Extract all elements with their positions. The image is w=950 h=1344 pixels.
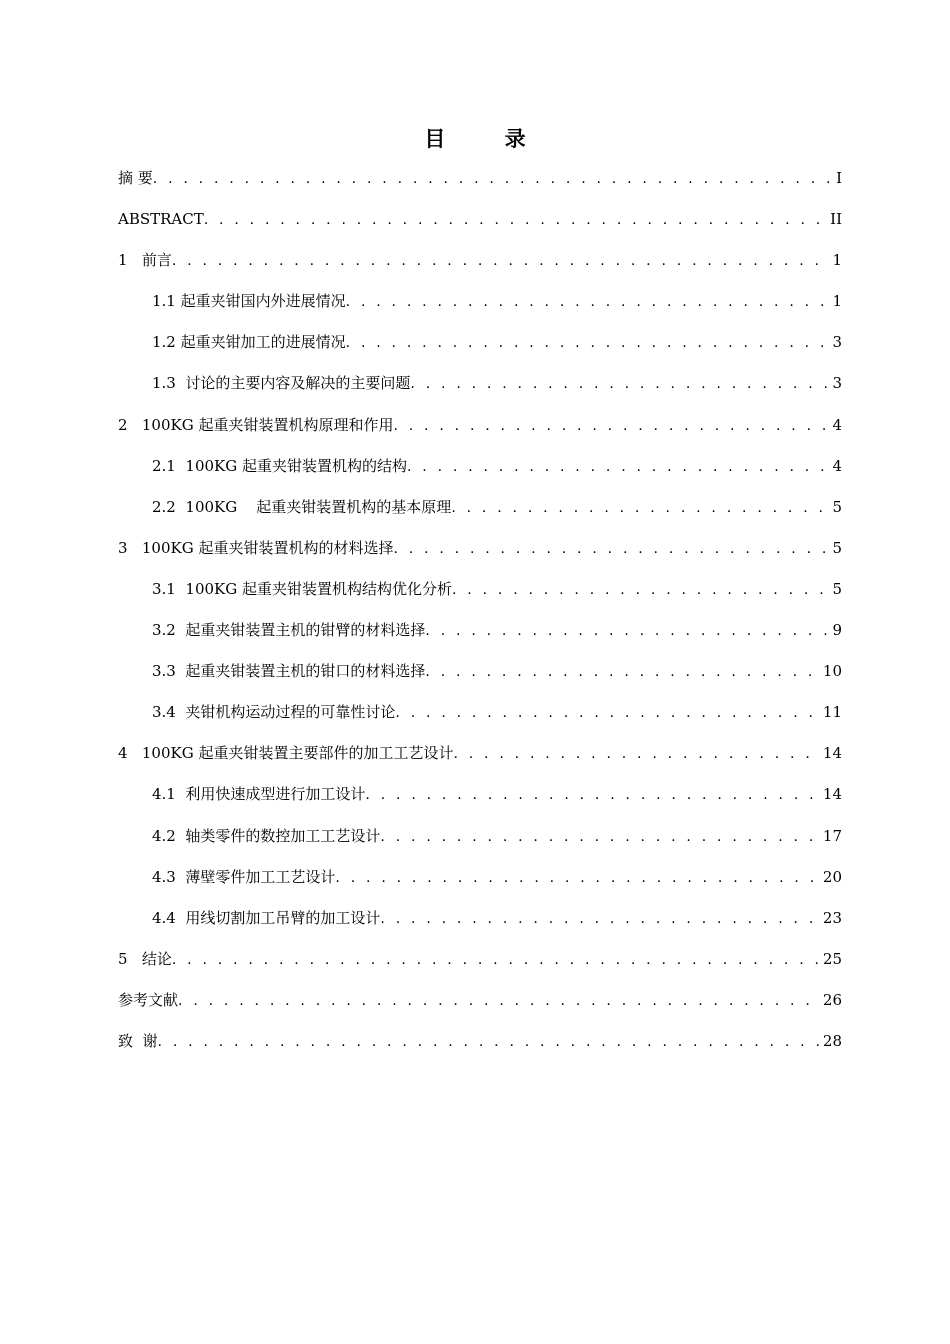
toc-dot-leader bbox=[365, 780, 820, 810]
toc-entry-number: 3.3 bbox=[152, 662, 186, 681]
toc-entry-label: 摘 要 bbox=[118, 169, 153, 187]
toc-entry-page: 26 bbox=[822, 990, 842, 1009]
toc-entry-5[interactable] bbox=[118, 944, 842, 985]
toc-entry-label: 起重夹钳装置主机的钳臂的材料选择 bbox=[185, 621, 426, 640]
toc-entry-label: 100KG 起重夹钳装置机构的基本原理 bbox=[185, 497, 452, 516]
toc-entry-number: 4 bbox=[118, 744, 142, 763]
toc-entry-1-1[interactable] bbox=[118, 286, 842, 327]
toc-entry-number: 5 bbox=[118, 949, 142, 968]
toc-dot-leader bbox=[178, 986, 821, 1016]
toc-dot-leader bbox=[410, 369, 830, 399]
toc-entry-3-2[interactable] bbox=[118, 615, 842, 656]
toc-entry-label: 起重夹钳加工的进展情况 bbox=[180, 333, 346, 352]
toc-entry-4-4[interactable] bbox=[118, 903, 842, 944]
toc-entry-3-1[interactable] bbox=[118, 574, 842, 615]
toc-entry-label: ABSTRACT bbox=[118, 210, 204, 229]
toc-dot-leader bbox=[172, 945, 821, 975]
toc-entry-number: 1 bbox=[118, 251, 142, 270]
toc-dot-leader bbox=[346, 328, 831, 358]
toc-entry-label: 100KG 起重夹钳装置主要部件的加工工艺设计 bbox=[141, 744, 454, 763]
toc-entry-page: 11 bbox=[822, 703, 842, 722]
toc-entry-label: 100KG 起重夹钳装置机构原理和作用 bbox=[141, 415, 394, 434]
toc-entry-label: 夹钳机构运动过程的可靠性讨论 bbox=[185, 703, 396, 722]
toc-entry-number: 4.4 bbox=[152, 908, 186, 927]
toc-entry-page: 10 bbox=[822, 662, 842, 681]
toc-entry-number: 1.2 bbox=[152, 333, 181, 352]
toc-entry-page: 23 bbox=[822, 908, 842, 927]
toc-dot-leader bbox=[346, 287, 831, 317]
toc-entry-2[interactable] bbox=[118, 410, 842, 451]
toc-dot-leader bbox=[395, 698, 820, 728]
toc-entry-4-3[interactable] bbox=[118, 862, 842, 903]
toc-entry-2-2[interactable] bbox=[118, 492, 842, 533]
toc-entry-label: 讨论的主要内容及解决的主要问题 bbox=[185, 374, 411, 393]
toc-entry-3[interactable] bbox=[118, 533, 842, 574]
toc-entry-label: 致 谢 bbox=[118, 1031, 158, 1050]
toc-entry-1-2[interactable] bbox=[118, 327, 842, 368]
toc-title: 目 录 bbox=[424, 127, 552, 151]
toc-entry-page: 14 bbox=[822, 785, 842, 804]
toc-entry-number: 3.4 bbox=[152, 703, 186, 722]
toc-dot-leader bbox=[393, 534, 830, 564]
toc-dot-leader bbox=[452, 575, 830, 605]
toc-entry-page: 17 bbox=[822, 826, 842, 845]
toc-entry-references[interactable] bbox=[118, 985, 842, 1026]
toc-entry-page: 20 bbox=[822, 867, 842, 886]
toc-entry-2-1[interactable] bbox=[118, 451, 842, 492]
toc-entry-label: 用线切割加工吊臂的加工设计 bbox=[185, 908, 381, 927]
toc-entry-page: 14 bbox=[822, 744, 842, 763]
toc-entry-label: 起重夹钳装置主机的钳口的材料选择 bbox=[185, 662, 426, 681]
toc-dot-leader bbox=[425, 616, 830, 646]
toc-dot-leader bbox=[153, 164, 834, 194]
toc-entry-page: I bbox=[836, 169, 842, 187]
toc-entry-3-4[interactable] bbox=[118, 697, 842, 738]
toc-entry-acknowledgements[interactable] bbox=[118, 1026, 842, 1067]
toc-entry-number: 1.1 bbox=[152, 292, 181, 311]
toc-entry-4-2[interactable] bbox=[118, 821, 842, 862]
toc-entry-page: 25 bbox=[822, 949, 842, 968]
toc-entry-page: 1 bbox=[832, 251, 842, 270]
toc-entry-number: 2 bbox=[118, 415, 142, 434]
toc-dot-leader bbox=[335, 863, 820, 893]
toc-entry-page: 1 bbox=[832, 292, 842, 311]
toc-entry-page: 4 bbox=[832, 456, 842, 475]
toc-entry-label: 轴类零件的数控加工工艺设计 bbox=[185, 826, 381, 845]
toc-entry-1-3[interactable] bbox=[118, 368, 842, 409]
toc-dot-leader bbox=[451, 493, 830, 523]
toc-dot-leader bbox=[172, 246, 831, 276]
toc-entry-4-1[interactable] bbox=[118, 779, 842, 820]
toc-entry-abstract-cn[interactable] bbox=[118, 163, 842, 204]
toc-entry-3-3[interactable] bbox=[118, 656, 842, 697]
toc-dot-leader bbox=[158, 1027, 821, 1057]
toc-dot-leader bbox=[380, 904, 820, 934]
toc-entry-label: 100KG 起重夹钳装置机构结构优化分析 bbox=[185, 579, 452, 598]
toc-entry-number: 4.2 bbox=[152, 826, 186, 845]
toc-entry-page: 9 bbox=[832, 621, 842, 640]
toc-list bbox=[118, 163, 842, 1067]
toc-entry-page: 5 bbox=[832, 497, 842, 516]
toc-entry-number: 3.1 bbox=[152, 579, 186, 598]
toc-entry-number: 2.2 bbox=[152, 497, 186, 516]
toc-entry-number: 2.1 bbox=[152, 456, 186, 475]
toc-entry-page: 4 bbox=[832, 415, 842, 434]
toc-dot-leader bbox=[380, 822, 820, 852]
toc-entry-label: 前言 bbox=[141, 251, 172, 270]
toc-entry-label: 结论 bbox=[141, 949, 172, 968]
toc-entry-page: II bbox=[830, 210, 842, 229]
toc-entry-abstract-en[interactable] bbox=[118, 204, 842, 245]
toc-entry-label: 起重夹钳国内外进展情况 bbox=[180, 292, 346, 311]
toc-dot-leader bbox=[453, 739, 820, 769]
toc-entry-number: 3.2 bbox=[152, 621, 186, 640]
toc-dot-leader bbox=[407, 452, 830, 482]
toc-entry-4[interactable] bbox=[118, 738, 842, 779]
toc-entry-page: 5 bbox=[832, 538, 842, 557]
toc-dot-leader bbox=[425, 657, 820, 687]
toc-entry-1[interactable] bbox=[118, 245, 842, 286]
toc-entry-number: 1.3 bbox=[152, 374, 186, 393]
toc-dot-leader bbox=[393, 411, 830, 441]
toc-entry-label: 薄壁零件加工工艺设计 bbox=[185, 867, 336, 886]
toc-entry-page: 28 bbox=[822, 1031, 842, 1050]
toc-entry-label: 利用快速成型进行加工设计 bbox=[185, 785, 366, 804]
toc-entry-label: 100KG 起重夹钳装置机构的材料选择 bbox=[141, 538, 394, 557]
toc-dot-leader bbox=[204, 205, 828, 235]
toc-entry-number: 3 bbox=[118, 538, 142, 557]
toc-entry-number: 4.1 bbox=[152, 785, 186, 804]
toc-entry-number: 4.3 bbox=[152, 867, 186, 886]
toc-entry-page: 3 bbox=[832, 333, 842, 352]
toc-entry-label: 100KG 起重夹钳装置机构的结构 bbox=[185, 456, 407, 475]
toc-entry-page: 3 bbox=[832, 374, 842, 393]
toc-entry-page: 5 bbox=[832, 579, 842, 598]
toc-entry-label: 参考文献 bbox=[118, 990, 179, 1009]
